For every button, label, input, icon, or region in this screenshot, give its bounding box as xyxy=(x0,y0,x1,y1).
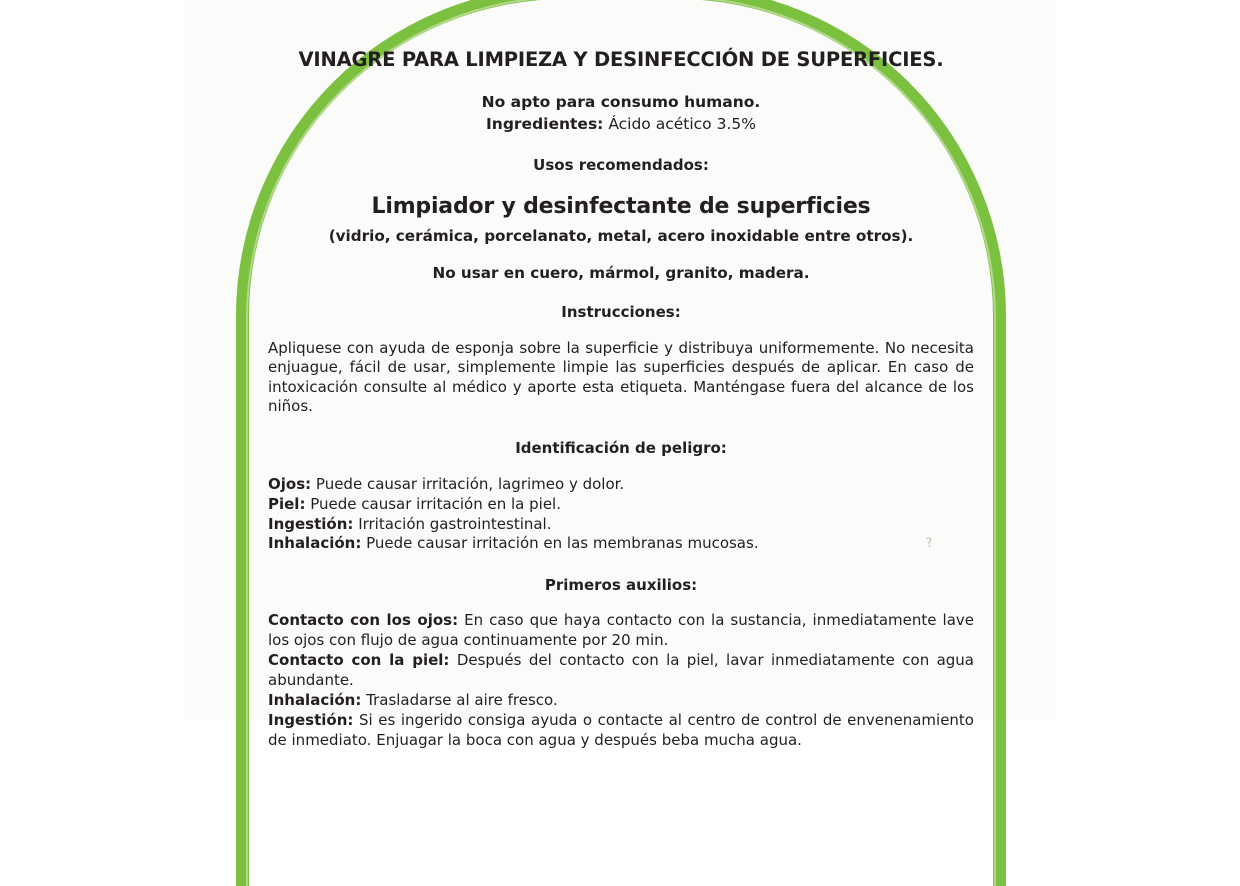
hazard-term: Ojos: xyxy=(268,474,312,493)
ingredients-value: Ácido acético 3.5% xyxy=(608,114,756,133)
list-item xyxy=(268,515,974,535)
hazard-list xyxy=(268,475,974,555)
list-item xyxy=(268,711,974,751)
first-aid-term: Contacto con la piel: xyxy=(268,651,450,670)
recommended-uses-heading: Usos recomendados: xyxy=(533,155,709,174)
list-item xyxy=(268,611,974,651)
print-smudge-mark: ? xyxy=(924,535,934,552)
left-gutter xyxy=(0,0,184,720)
not-for-human-consumption: No apto para consumo humano. xyxy=(481,93,761,112)
first-aid-heading: Primeros auxilios: xyxy=(544,576,698,595)
first-aid-text: Después del contacto con la piel, lavar inmediatamente con agua abundante. xyxy=(268,651,974,690)
primary-use-statement: Limpiador y desinfectante de superficies xyxy=(371,193,871,219)
do-not-use-statement: No usar en cuero, mármol, granito, madera. xyxy=(432,263,810,282)
hazard-text: Puede causar irritación, lagrimeo y dolor. xyxy=(315,474,625,493)
first-aid-text: En caso que haya contacto con la sustancia, inmediatamente lave los ojos con flujo de agua continuamente por 20 min. xyxy=(268,611,974,650)
first-aid-term: Ingestión: xyxy=(268,711,354,730)
label-title: VINAGRE PARA LIMPIEZA Y DESINFECCIÓN DE SUPERFICIES. xyxy=(298,48,944,71)
hazard-text: Irritación gastrointestinal. xyxy=(358,514,552,533)
instructions-text: Apliquese con ayuda de esponja sobre la superficie y distribuya uniformemente. No necesita enjuague, fácil de usar, simplemente limpie las superficies después de aplicar. En caso de intoxicación consulte al médico y aporte esta etiqueta. Manténgase fuera del alcance de los niños. xyxy=(268,338,974,416)
list-item xyxy=(268,691,974,711)
first-aid-term: Contacto con los ojos: xyxy=(268,611,459,630)
primary-use-surfaces: (vidrio, cerámica, porcelanato, metal, acero inoxidable entre otros). xyxy=(328,226,914,245)
first-aid-list xyxy=(268,611,974,751)
hazard-term: Ingestión: xyxy=(268,514,354,533)
hazard-term: Inhalación: xyxy=(268,534,362,553)
first-aid-text: Si es ingerido consiga ayuda o contacte al centro de control de envenenamiento de inmediato. Enjuagar la boca con agua y después beba mucha agua. xyxy=(268,711,974,750)
hazard-text: Puede causar irritación en las membranas mucosas. xyxy=(366,534,759,553)
instructions-heading: Instrucciones: xyxy=(561,302,681,321)
label-content xyxy=(268,0,974,750)
right-gutter xyxy=(1056,0,1240,720)
hazard-text: Puede causar irritación en la piel. xyxy=(310,494,561,513)
list-item xyxy=(268,534,974,554)
first-aid-text: Trasladarse al aire fresco. xyxy=(366,691,558,710)
first-aid-term: Inhalación: xyxy=(268,691,362,710)
list-item xyxy=(268,651,974,691)
ingredients-line xyxy=(268,114,974,134)
hazard-identification-heading: Identificación de peligro: xyxy=(515,438,727,457)
ingredients-label: Ingredientes: xyxy=(486,114,604,133)
product-label xyxy=(184,0,1056,750)
hazard-term: Piel: xyxy=(268,494,306,513)
list-item xyxy=(268,495,974,515)
list-item xyxy=(268,475,974,495)
